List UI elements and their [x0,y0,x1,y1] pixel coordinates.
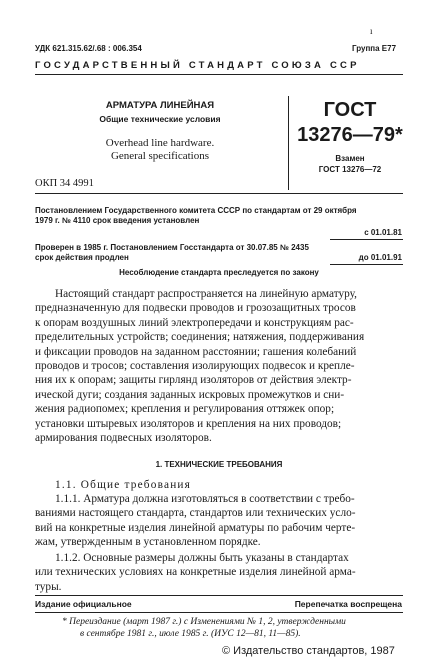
intro-paragraph [35,287,403,445]
p112-line: или технических условиях на конкретные изделия линейной арма- [35,566,356,579]
paragraph-1-1-1 [35,492,403,550]
gost-label: ГОСТ [323,99,377,121]
checked-line-2: срок действия продлен [35,253,129,262]
intro-line: к опорам воздушных линий электропередачи и конструкциям рас- [35,316,354,329]
gost-number: 13276—79* [297,124,403,146]
p111-line: ваниями настоящего стандарта, стандартов или технических усло- [35,507,356,520]
intro-line: пределительных устройств; соединения; натяжения, поддерживания [35,331,365,344]
title-divider [288,96,289,190]
decree-line-2: 1979 г. № 4110 срок введения установлен [35,216,200,225]
title-en-1: Overhead line hardware. [105,137,215,149]
p111-line: жам, утвержденным в установленном порядке. [35,536,261,549]
copyright: © Издательство стандартов, 1987 [222,645,395,657]
section-title: 1. ТЕХНИЧЕСКИЕ ТРЕБОВАНИЯ [155,460,283,469]
group-code: Группа Е77 [352,44,397,53]
p111-line: вий на конкретные изделия линейной арматуры по рабочим черте- [35,521,356,534]
intro-line: предназначенную для подвески проводов и грозозащитных тросов [35,302,356,315]
intro-line: армирования подвесных изоляторов. [35,432,212,445]
intro-line: ния их к опорам; защиты гирлянд изоляторов от действия электр- [35,374,352,387]
margin-mark: ı [370,26,373,36]
decree-date-underline [330,239,403,240]
reissue-note-1: * Переиздание (март 1987 г.) с Изменениями № 1, 2, утвержденными [62,617,346,627]
intro-line: ической дуги; создания заданных искровых промежутков и сни- [35,388,345,401]
decree-date: с 01.01.81 [364,228,402,237]
subsection-title: 1.1. Общие требования [55,479,192,491]
checked-date-underline [330,264,403,265]
checked-date: до 01.01.91 [358,253,402,262]
replaces-label: Взамен [335,154,365,163]
no-reprint: Перепечатка воспрещена [294,599,402,609]
decree-line-1: Постановлением Государственного комитета СССР по стандартам от 29 октября [35,206,357,215]
replaces-value: ГОСТ 13276—72 [318,165,382,174]
intro-line: Настоящий стандарт распространяется на линейную арматуру, [55,288,357,300]
okp-code: ОКП 34 4991 [35,178,94,189]
p112-line: туры. [35,580,62,593]
reissue-note-2: в сентябре 1981 г., июле 1985 г. (ИУС 12—81, 11—85). [80,629,301,639]
prosecution-notice: Несоблюдение стандарта преследуется по закону [119,268,319,277]
title-en-2: General specifications [110,150,210,162]
footer-rule [35,595,403,596]
title-ru: АРМАТУРА ЛИНЕЙНАЯ [105,100,215,111]
paragraph-1-1-2 [35,551,403,594]
intro-line: и фиксации проводов на заданном расстоянии; гашения колебаний [35,345,357,358]
intro-line: проводов и тросов; составления изолирующих подвесок и крепле- [35,360,355,373]
p111-line: 1.1.1. Арматура должна изготовляться в соответствии с требо- [55,493,355,505]
checked-line-1: Проверен в 1985 г. Постановлением Госстандарта от 30.07.85 № 2435 [35,243,309,252]
udk-code: УДК 621.315.62/.68 : 006.354 [35,44,142,53]
state-standard-header: ГОСУДАРСТВЕННЫЙ СТАНДАРТ СОЮЗА ССР [35,60,360,71]
title-block-rule [35,193,403,194]
official-edition: Издание официальное [35,599,132,609]
intro-line: жения радиопомех; крепления и регулирования оттяжек опор; [35,403,335,416]
p112-line: 1.1.2. Основные размеры должны быть указаны в стандартах [55,552,349,564]
subtitle-ru: Общие технические условия [99,114,221,124]
footer-rule-2 [35,612,403,613]
intro-line: установки штыревых изоляторов и крепления на них проводов; [35,417,342,430]
header-rule [35,74,403,75]
